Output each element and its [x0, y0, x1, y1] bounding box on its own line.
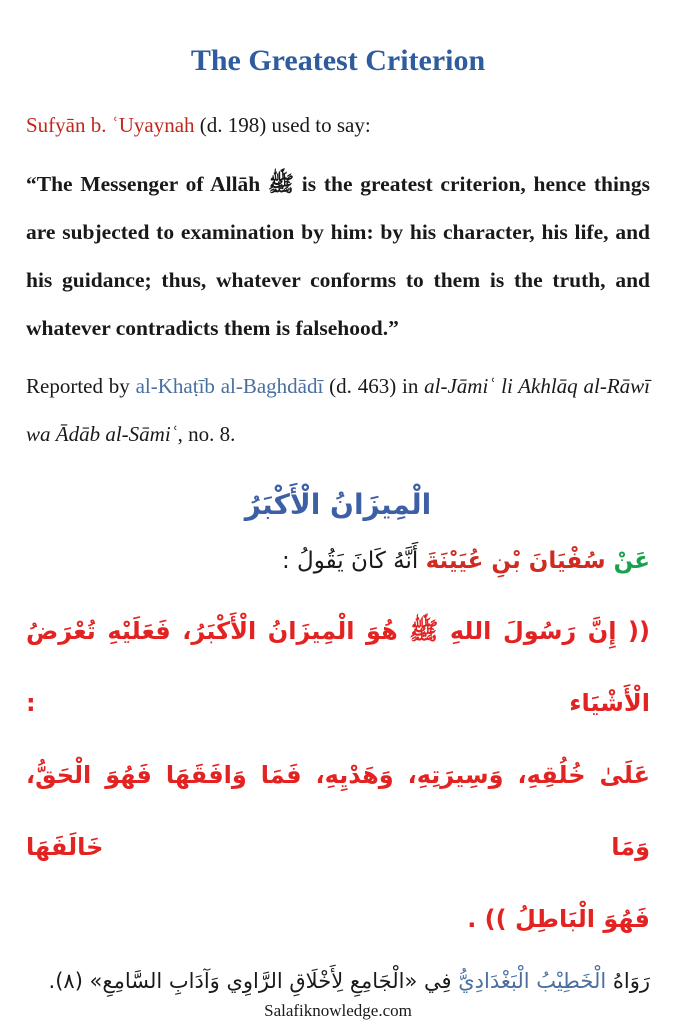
- scholar-name-english: al-Khaṭīb al-Baghdādī: [135, 374, 324, 398]
- takhrij-rest: فِي «الْجَامِعِ لِأَخْلَاقِ الرَّاوِي وَآدَابِ السَّامِعِ» (٨).: [48, 969, 459, 993]
- arabic-isnad-line: [26, 541, 650, 581]
- book-title-english: al-Jāmiʿ li Akhlāq al-Rāwī wa Ādāb al-Sāmiʿ: [26, 374, 650, 446]
- footer-site-name: Salafiknowledge.com: [264, 1001, 412, 1020]
- intro-rest: (d. 198) used to say:: [194, 113, 371, 137]
- isnad-an-word: عَنْ: [613, 548, 650, 574]
- matn-line-3: فَهُوَ الْبَاطِلُ )) .: [467, 905, 650, 933]
- matn-line-2: عَلَىٰ خُلُقِهِ، وَسِيرَتِهِ، وَهَدْيِهِ، فَمَا وَافَقَهَا فَهُوَ الْحَقُّ، وَمَا خَالَفَهَا: [26, 761, 650, 861]
- takhrij-rawahu: رَوَاهُ: [612, 969, 650, 993]
- arabic-heading: الْمِيزَانُ الْأَكْبَرُ: [244, 488, 432, 521]
- arabic-matn: [26, 595, 650, 955]
- quote-paragraph: “The Messenger of Allāh ﷺ is the greatest criterion, hence things are subjected to examination by him: by his character, his life, and his guidance; thus, whatever conforms to them is the truth, and whatever contradicts them is falsehood.”: [26, 172, 650, 340]
- intro-line: [26, 110, 650, 140]
- narrator-name-arabic: سُفْيَانَ بْنِ عُيَيْنَةَ: [425, 548, 614, 574]
- page-title: The Greatest Criterion: [190, 44, 486, 77]
- narrator-name-english: Sufyān b. ʿUyaynah: [26, 113, 195, 137]
- scholar-name-arabic: الْخَطِيْبُ الْبَغْدَادِيُّ: [458, 969, 613, 993]
- arabic-takhrij-line: [26, 961, 650, 1001]
- attribution-middle: (d. 463) in: [323, 374, 425, 398]
- isnad-rest: أَنَّهُ كَانَ يَقُولُ :: [281, 548, 426, 574]
- matn-line-1: (( إِنَّ رَسُولَ اللهِ ﷺ هُوَ الْمِيزَانُ الْأَكْبَرُ، فَعَلَيْهِ تُعْرَضُ الْأَشْيَاء :: [26, 617, 650, 717]
- attribution-suffix: , no. 8.: [177, 422, 236, 446]
- attribution-line: [26, 362, 650, 458]
- attribution-prefix: Reported by: [26, 374, 136, 398]
